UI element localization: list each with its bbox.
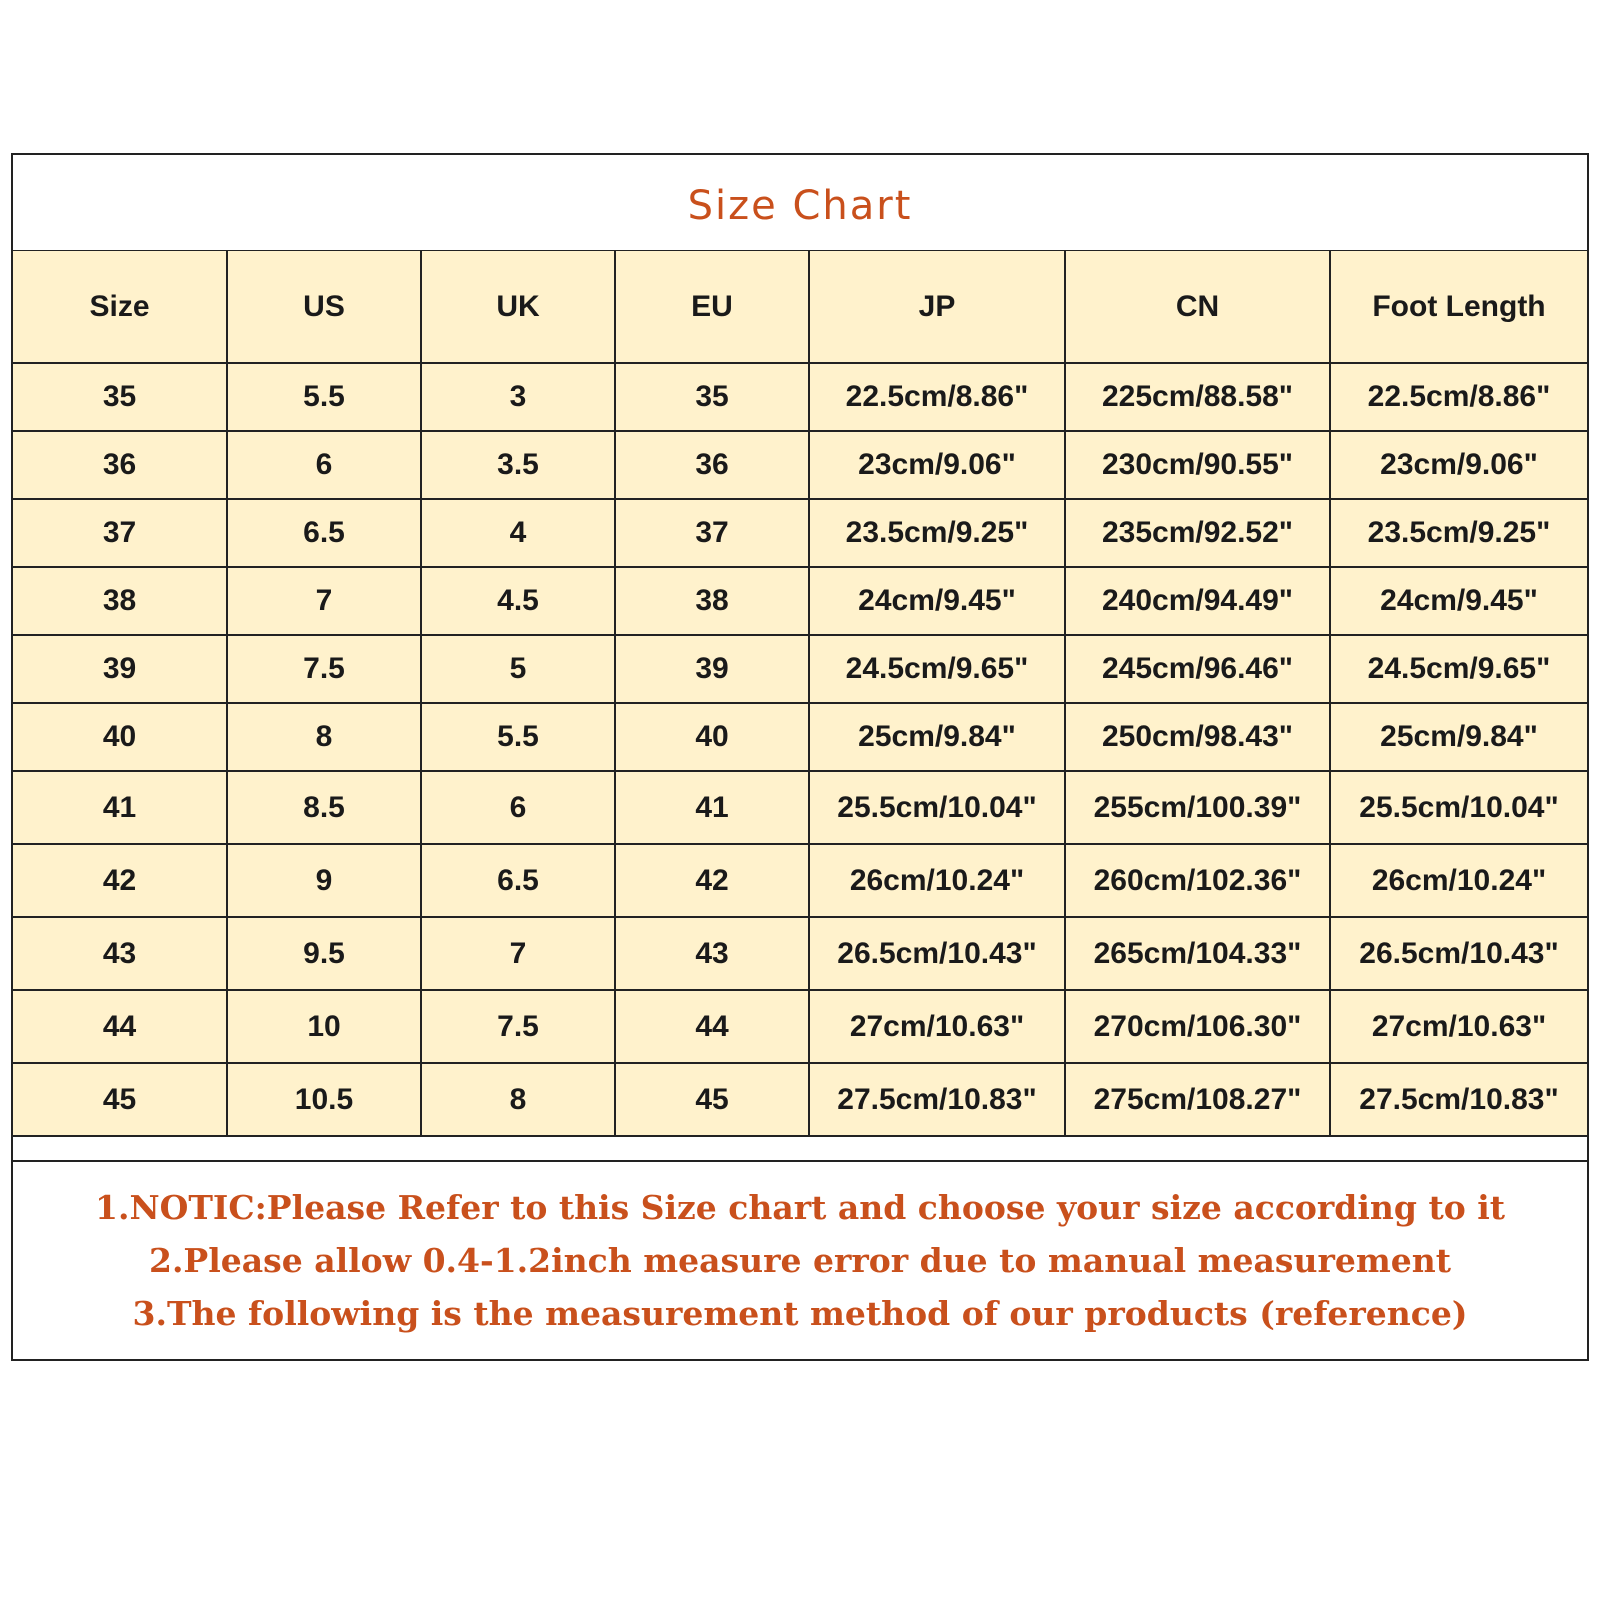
table-row — [13, 917, 1587, 990]
cell-cn: 270cm/106.30" — [1065, 990, 1330, 1063]
cell-eu: 36 — [615, 431, 809, 499]
cell-uk: 4.5 — [421, 567, 615, 635]
cell-jp: 22.5cm/8.86" — [809, 363, 1065, 431]
table-row — [13, 703, 1587, 771]
table-row — [13, 431, 1587, 499]
cell-cn: 250cm/98.43" — [1065, 703, 1330, 771]
column-header-size: Size — [13, 251, 227, 363]
cell-size: 43 — [13, 917, 227, 990]
cell-us: 10 — [227, 990, 421, 1063]
cell-uk: 3 — [421, 363, 615, 431]
cell-foot-length: 26cm/10.24" — [1330, 844, 1587, 917]
table-row — [13, 1063, 1587, 1136]
cell-jp: 23cm/9.06" — [809, 431, 1065, 499]
size-table — [13, 251, 1587, 1137]
cell-uk: 7 — [421, 917, 615, 990]
cell-foot-length: 23.5cm/9.25" — [1330, 499, 1587, 567]
column-header-cn: CN — [1065, 251, 1330, 363]
cell-eu: 43 — [615, 917, 809, 990]
column-header-uk: UK — [421, 251, 615, 363]
cell-eu: 39 — [615, 635, 809, 703]
cell-foot-length: 25.5cm/10.04" — [1330, 771, 1587, 844]
column-header-us: US — [227, 251, 421, 363]
cell-size: 44 — [13, 990, 227, 1063]
cell-cn: 255cm/100.39" — [1065, 771, 1330, 844]
cell-foot-length: 25cm/9.84" — [1330, 703, 1587, 771]
cell-us: 6 — [227, 431, 421, 499]
cell-foot-length: 23cm/9.06" — [1330, 431, 1587, 499]
cell-foot-length: 24.5cm/9.65" — [1330, 635, 1587, 703]
cell-us: 8.5 — [227, 771, 421, 844]
table-row — [13, 771, 1587, 844]
cell-us: 7.5 — [227, 635, 421, 703]
cell-jp: 26.5cm/10.43" — [809, 917, 1065, 990]
cell-uk: 4 — [421, 499, 615, 567]
title-band — [13, 155, 1587, 252]
cell-eu: 41 — [615, 771, 809, 844]
cell-jp: 24.5cm/9.65" — [809, 635, 1065, 703]
cell-jp: 25cm/9.84" — [809, 703, 1065, 771]
cell-us: 10.5 — [227, 1063, 421, 1136]
cell-us: 6.5 — [227, 499, 421, 567]
cell-uk: 6.5 — [421, 844, 615, 917]
cell-uk: 7.5 — [421, 990, 615, 1063]
cell-foot-length: 24cm/9.45" — [1330, 567, 1587, 635]
note-line: 3.The following is the measurement method of our products (reference) — [132, 1294, 1468, 1333]
table-row — [13, 499, 1587, 567]
cell-jp: 23.5cm/9.25" — [809, 499, 1065, 567]
cell-us: 9.5 — [227, 917, 421, 990]
cell-cn: 260cm/102.36" — [1065, 844, 1330, 917]
cell-uk: 5 — [421, 635, 615, 703]
cell-uk: 3.5 — [421, 431, 615, 499]
cell-foot-length: 26.5cm/10.43" — [1330, 917, 1587, 990]
cell-uk: 5.5 — [421, 703, 615, 771]
cell-eu: 42 — [615, 844, 809, 917]
cell-us: 8 — [227, 703, 421, 771]
table-row — [13, 635, 1587, 703]
cell-cn: 235cm/92.52" — [1065, 499, 1330, 567]
column-header-foot-length: Foot Length — [1330, 251, 1587, 363]
cell-us: 7 — [227, 567, 421, 635]
table-row — [13, 567, 1587, 635]
table-row — [13, 844, 1587, 917]
cell-jp: 26cm/10.24" — [809, 844, 1065, 917]
notes-section — [13, 1160, 1587, 1359]
cell-size: 35 — [13, 363, 227, 431]
cell-size: 40 — [13, 703, 227, 771]
cell-size: 36 — [13, 431, 227, 499]
cell-size: 42 — [13, 844, 227, 917]
cell-uk: 8 — [421, 1063, 615, 1136]
cell-foot-length: 27.5cm/10.83" — [1330, 1063, 1587, 1136]
table-header-row — [13, 251, 1587, 363]
table-row — [13, 363, 1587, 431]
cell-size: 45 — [13, 1063, 227, 1136]
cell-jp: 27.5cm/10.83" — [809, 1063, 1065, 1136]
cell-cn: 230cm/90.55" — [1065, 431, 1330, 499]
cell-size: 41 — [13, 771, 227, 844]
cell-cn: 225cm/88.58" — [1065, 363, 1330, 431]
cell-size: 39 — [13, 635, 227, 703]
cell-foot-length: 27cm/10.63" — [1330, 990, 1587, 1063]
cell-jp: 27cm/10.63" — [809, 990, 1065, 1063]
cell-us: 9 — [227, 844, 421, 917]
cell-cn: 240cm/94.49" — [1065, 567, 1330, 635]
cell-eu: 38 — [615, 567, 809, 635]
note-line: 2.Please allow 0.4-1.2inch measure error due to manual measurement — [148, 1241, 1451, 1280]
cell-jp: 24cm/9.45" — [809, 567, 1065, 635]
cell-eu: 40 — [615, 703, 809, 771]
cell-cn: 275cm/108.27" — [1065, 1063, 1330, 1136]
note-line: 1.NOTIC:Please Refer to this Size chart and choose your size according to it — [95, 1188, 1505, 1227]
cell-eu: 37 — [615, 499, 809, 567]
cell-eu: 45 — [615, 1063, 809, 1136]
cell-size: 38 — [13, 567, 227, 635]
table-row — [13, 990, 1587, 1063]
cell-eu: 44 — [615, 990, 809, 1063]
cell-cn: 265cm/104.33" — [1065, 917, 1330, 990]
page-title: Size Chart — [687, 182, 913, 229]
column-header-jp: JP — [809, 251, 1065, 363]
cell-uk: 6 — [421, 771, 615, 844]
cell-size: 37 — [13, 499, 227, 567]
cell-eu: 35 — [615, 363, 809, 431]
cell-cn: 245cm/96.46" — [1065, 635, 1330, 703]
size-chart-frame — [11, 153, 1589, 1361]
cell-us: 5.5 — [227, 363, 421, 431]
column-header-eu: EU — [615, 251, 809, 363]
cell-jp: 25.5cm/10.04" — [809, 771, 1065, 844]
cell-foot-length: 22.5cm/8.86" — [1330, 363, 1587, 431]
